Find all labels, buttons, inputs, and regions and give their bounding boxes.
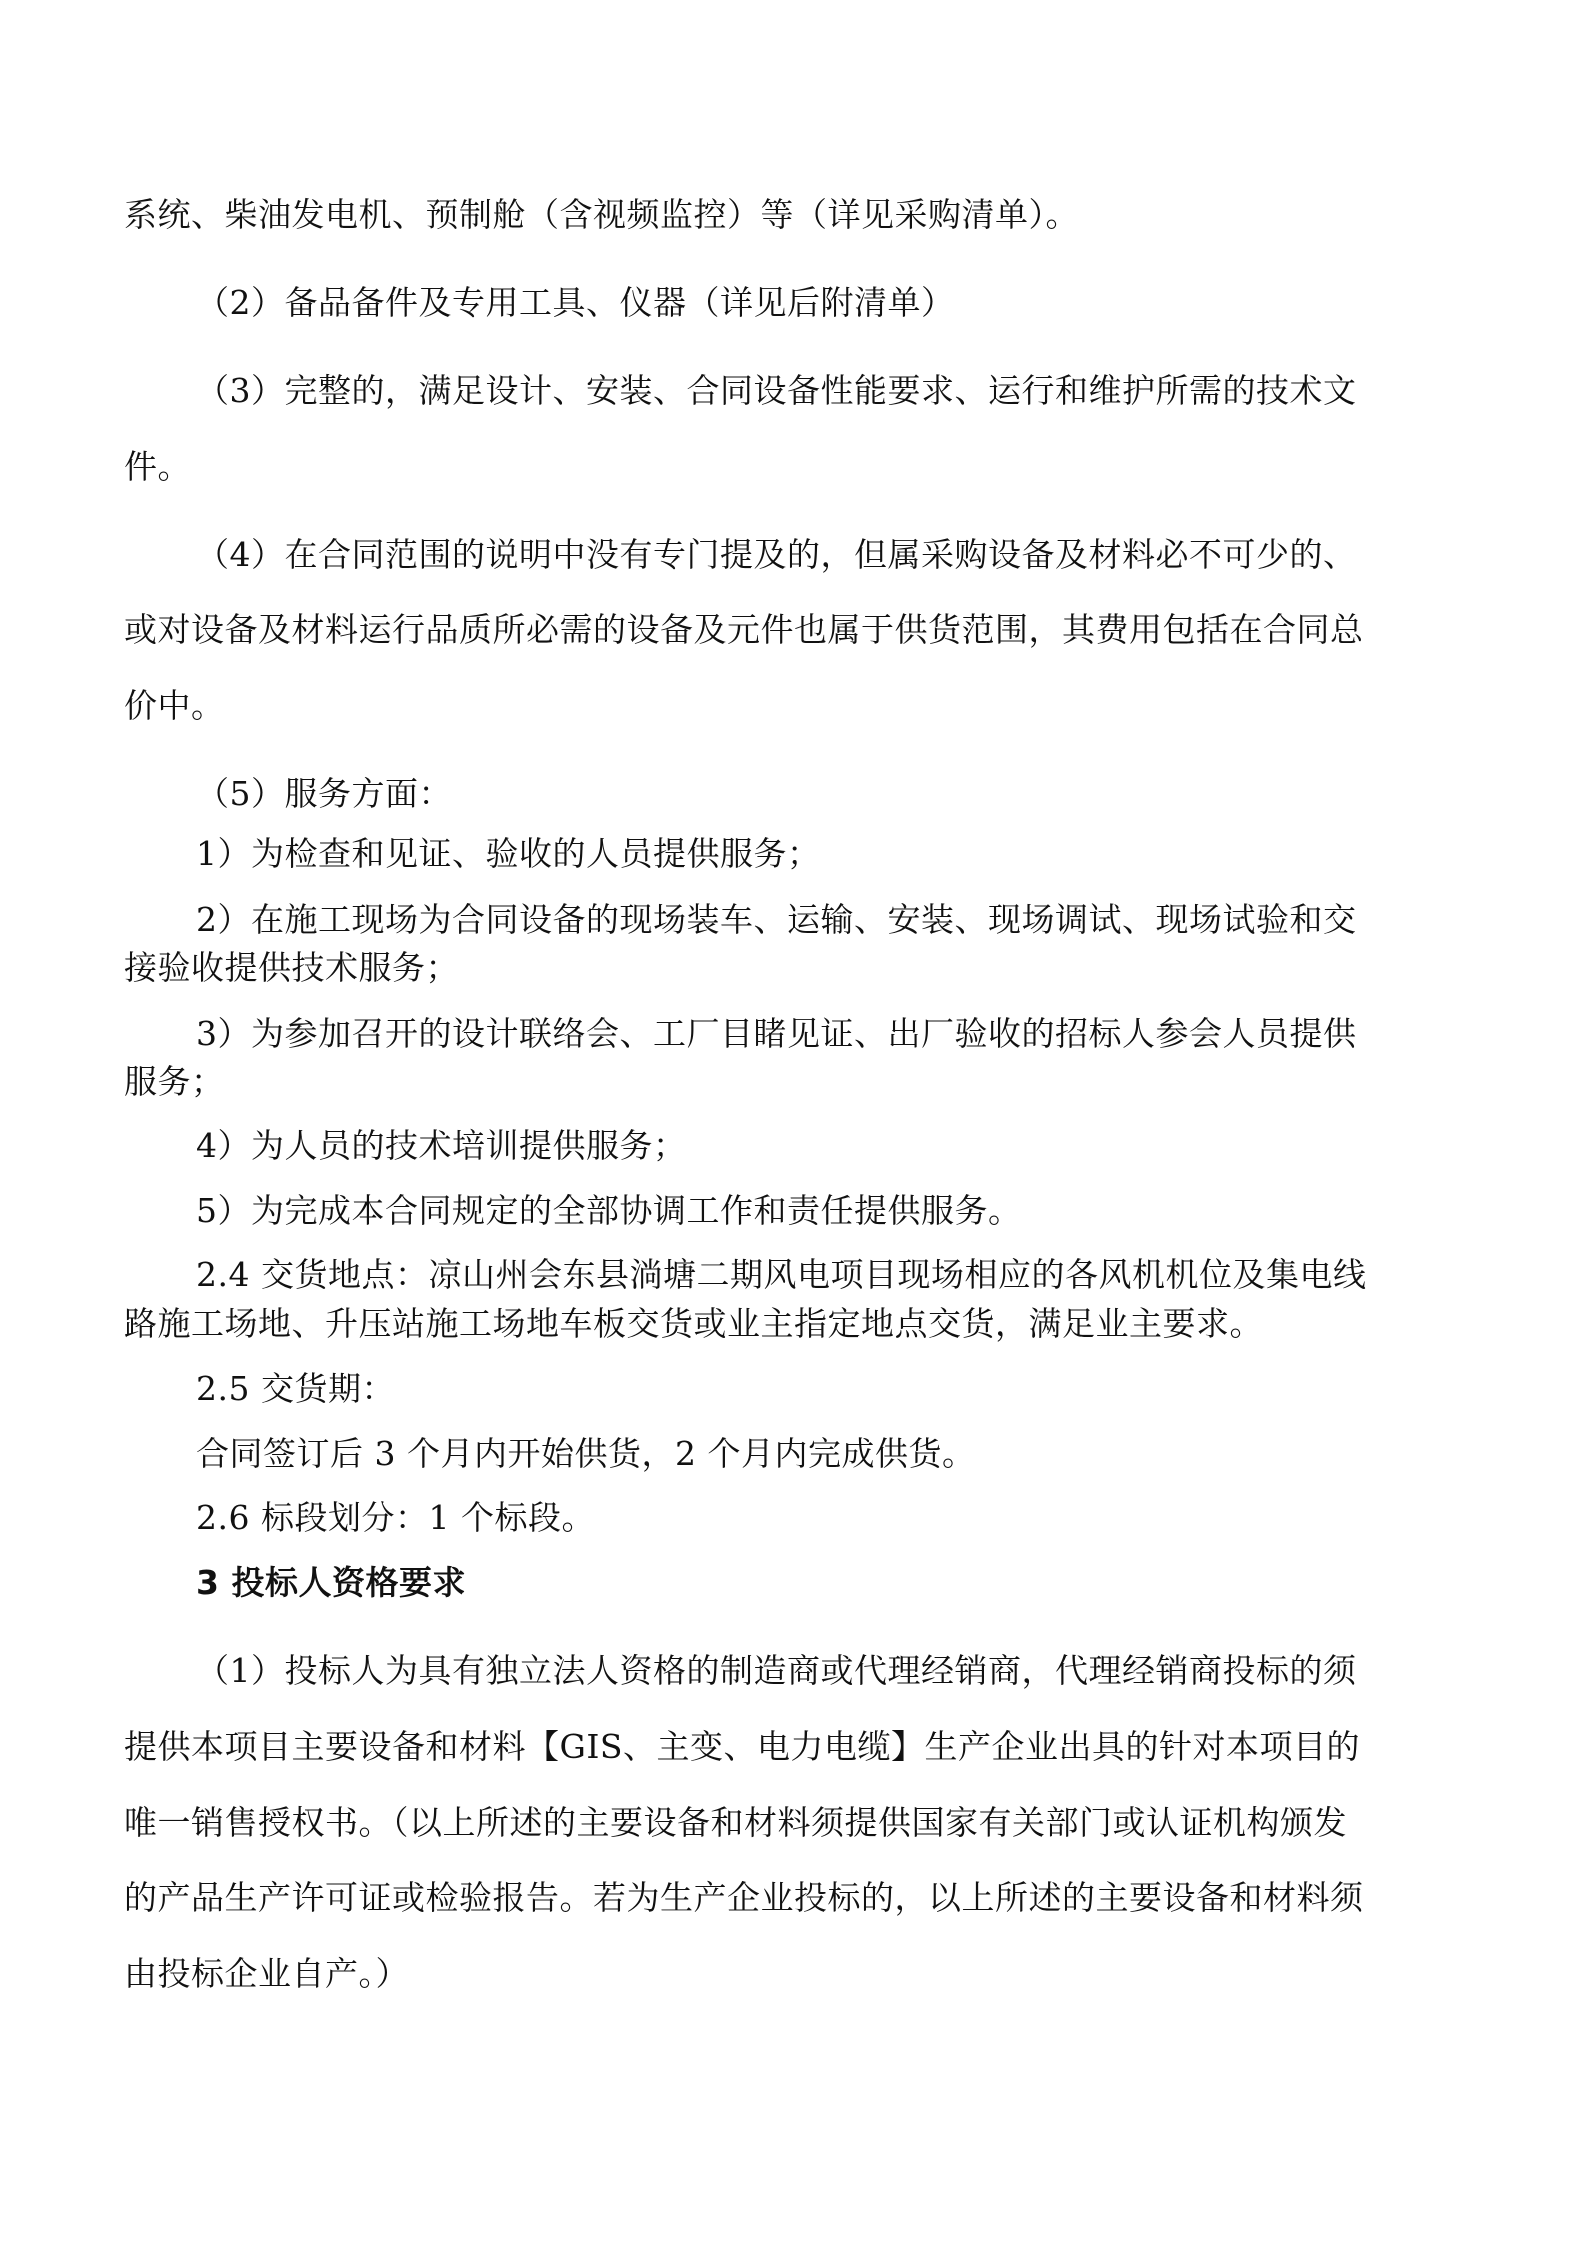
text-line: 由投标企业自产。） <box>124 1954 409 1993</box>
text-line: （3）完整的，满足设计、安装、合同设备性能要求、运行和维护所需的技术文 <box>196 371 1357 410</box>
text-line: 合同签订后 3 个月内开始供货，2 个月内完成供货。 <box>196 1434 976 1473</box>
text-line: （2）备品备件及专用工具、仪器（详见后附清单） <box>196 283 955 322</box>
text-line: 3）为参加召开的设计联络会、工厂目睹见证、出厂验收的招标人参会人员提供 <box>196 1014 1357 1053</box>
text-line: 或对设备及材料运行品质所必需的设备及元件也属于供货范围，其费用包括在合同总 <box>124 610 1364 649</box>
text-line: （4）在合同范围的说明中没有专门提及的，但属采购设备及材料必不可少的、 <box>196 535 1357 574</box>
text-line: （1）投标人为具有独立法人资格的制造商或代理经销商，代理经销商投标的须 <box>196 1651 1357 1690</box>
text-line: 的产品生产许可证或检验报告。若为生产企业投标的，以上所述的主要设备和材料须 <box>124 1878 1364 1917</box>
text-line: 2.6 标段划分：1 个标段。 <box>196 1498 595 1537</box>
text-line: 服务； <box>124 1062 225 1101</box>
text-line: 价中。 <box>124 686 225 725</box>
text-line: 件。 <box>124 447 191 486</box>
text-line: 2.5 交货期： <box>196 1369 395 1408</box>
text-line: 接验收提供技术服务； <box>124 948 459 987</box>
text-line: 系统、柴油发电机、预制舱（含视频监控）等（详见采购清单）。 <box>124 195 1079 234</box>
text-line: 2.4 交货地点：凉山州会东县淌塘二期风电项目现场相应的各风机机位及集电线 <box>196 1255 1367 1294</box>
section-heading: 3 投标人资格要求 <box>196 1563 466 1602</box>
text-line: 5）为完成本合同规定的全部协调工作和责任提供服务。 <box>196 1191 1022 1230</box>
text-line: （5）服务方面： <box>196 774 452 813</box>
text-line: 4）为人员的技术培训提供服务； <box>196 1126 687 1165</box>
text-line: 路施工场地、升压站施工场地车板交货或业主指定地点交货，满足业主要求。 <box>124 1304 1263 1343</box>
text-line: 唯一销售授权书。（以上所述的主要设备和材料须提供国家有关部门或认证机构颁发 <box>124 1803 1347 1842</box>
text-line: 2）在施工现场为合同设备的现场装车、运输、安装、现场调试、现场试验和交 <box>196 900 1357 939</box>
text-line: 1）为检查和见证、验收的人员提供服务； <box>196 834 821 873</box>
text-line: 提供本项目主要设备和材料【GIS、主变、电力电缆】生产企业出具的针对本项目的 <box>124 1727 1361 1766</box>
